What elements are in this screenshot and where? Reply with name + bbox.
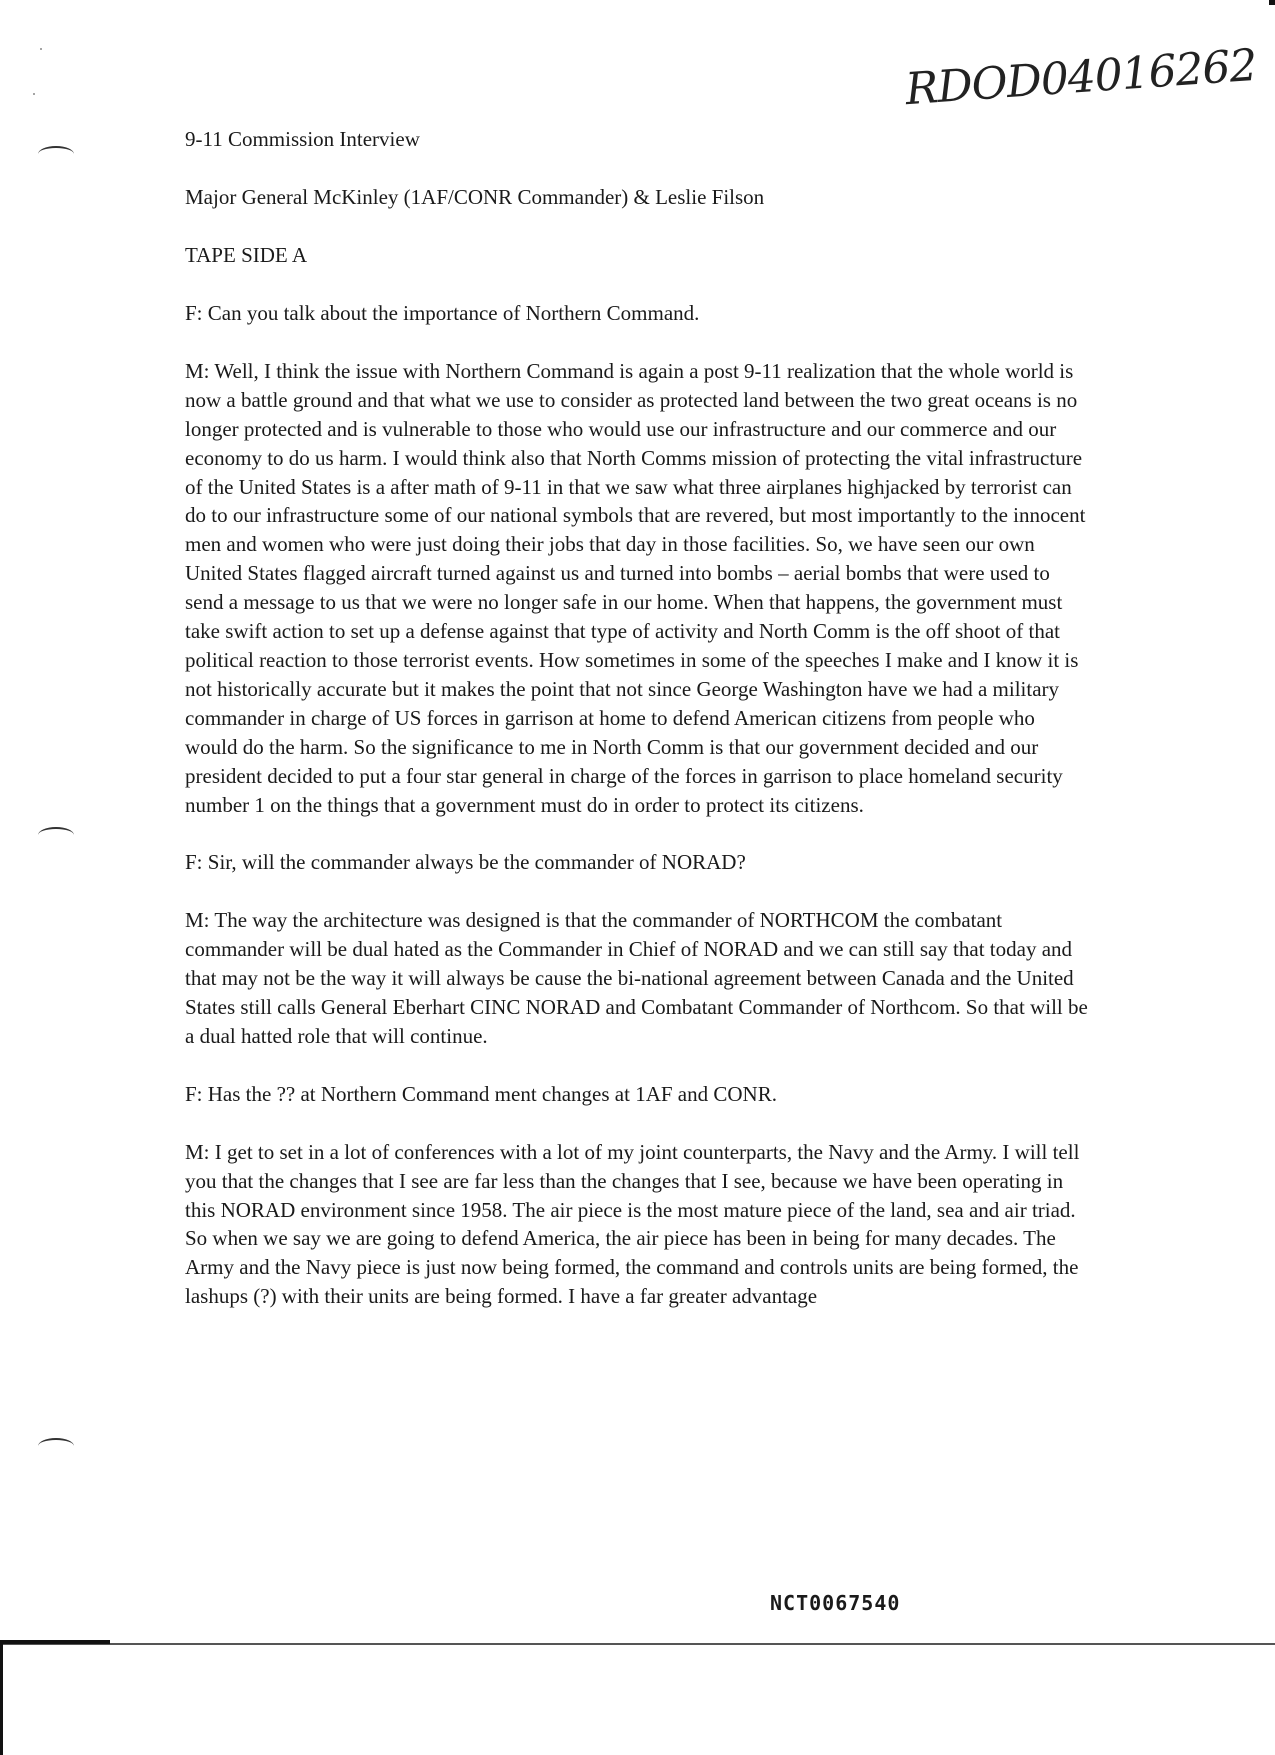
handwritten-document-id: RDOD04016262 — [903, 39, 1259, 116]
transcript-paragraph: F: Sir, will the commander always be the commander of NORAD? — [185, 850, 746, 875]
transcript-paragraph: M: The way the architecture was designed is that the commander of NORTHCOM the combatant commander will be dual hated as the Commander in Chief of NORAD and we can still say that today and that may not be the way it will always be cause the bi-national agreement between Canada and the United States still calls General Eberhart CINC NORAD and Combatant Commander of Northcom. So that will be a dual hatted role that will continue. — [185, 908, 1088, 1048]
binder-hole-mark — [38, 1438, 74, 1454]
binder-hole-mark — [38, 146, 74, 162]
participants-line: Major General McKinley (1AF/CONR Commander) & Leslie Filson — [185, 185, 765, 209]
transcript-paragraph: M: Well, I think the issue with Northern Command is again a post 9-11 realization that the whole world is now a battle ground and that what we use to consider as protected land between the two great oceans is no longer protected and is vulnerable to those who would use our infrastructure and our commerce and our economy to do us harm. I would think also that North Comms mission of protecting the vital infrastructure of the United States is a after math of 9-11 in that we saw what three airplanes highjacked by terrorist can do to our infrastructure some of our national symbols that are revered, but most importantly to the innocent men and women who were just doing their jobs that day in those facilities. So, we have seen our own United States flagged aircraft turned against us and turned into bombs – aerial bombs that were used to send a message to us that we were no longer safe in our home. When that happens, the government must take swift action to set up a defense against that type of activity and North Comm is the off shoot of that political reaction to those terrorist events. How sometimes in some of the speeches I make and I know it is not historically accurate but it makes the point that not since George Washington have we had a military commander in charge of US forces in garrison at home to defend American citizens from people who would do the harm. So the significance to me in North Comm is that our government decided and our president decided to put a four star general in charge of the forces in garrison to place homeland security number 1 on the things that a government must do in order to protect its citizens. — [185, 358, 1086, 817]
transcript-paragraph: M: I get to set in a lot of conferences with a lot of my joint counterparts, the Navy and the Army. I will tell you that the changes that I see are far less than the changes that I see, because we have been operating in this NORAD environment since 1958. The air piece is the most mature piece of the land, sea and air triad. So when we say we are going to defend America, the air piece has been in being for many decades. The Army and the Navy piece is just now being formed, the command and controls units are being formed, the lashups (?) with their units are being formed. I have a far greater advantage — [185, 1139, 1080, 1309]
transcript-paragraph: F: Has the ?? at Northern Command ment changes at 1AF and CONR. — [185, 1081, 777, 1106]
document-control-number: NCT0067540 — [770, 1591, 901, 1615]
scan-speck — [33, 93, 35, 95]
scan-corner-mark — [1269, 0, 1275, 5]
document-title: 9-11 Commission Interview — [185, 127, 420, 151]
scan-edge-vertical — [0, 1640, 3, 1755]
tape-side-label: TAPE SIDE A — [185, 243, 307, 267]
scan-edge-thick — [0, 1640, 110, 1644]
scan-speck — [40, 48, 42, 50]
transcript-paragraph: F: Can you talk about the importance of Northern Command. — [185, 301, 700, 325]
interview-transcript — [185, 125, 1090, 1340]
scan-edge-line — [0, 1643, 1275, 1645]
binder-hole-mark — [38, 827, 74, 843]
